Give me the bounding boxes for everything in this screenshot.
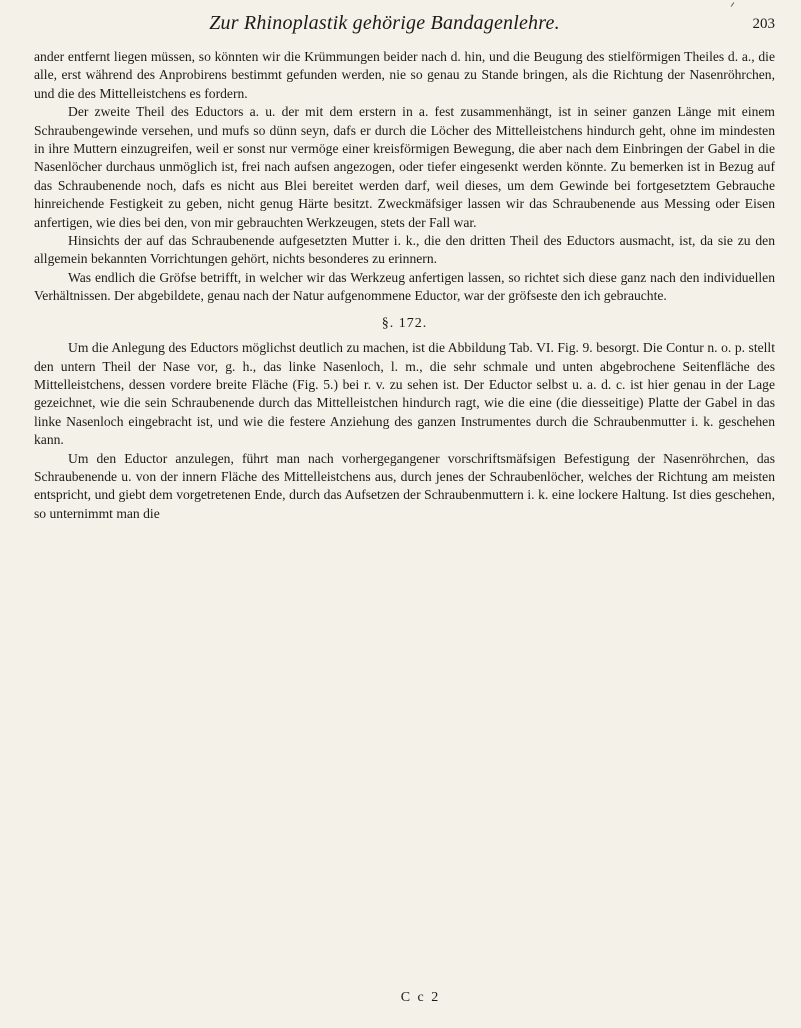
- paragraph-2: Der zweite Theil des Eductors a. u. der mit dem erstern in a. fest zusammenhängt, ist in seiner ganzen Länge mit einem Schraubengewinde versehen, und mufs so dünn seyn, dafs er durch die Löcher des Mittelleistchens hindurch geht, ohne im mindesten in ihre Muttern einzugreifen, weil er sonst nur vermöge einer kreisförmigen Bewegung, die aber nach dem Einbringen der Gabel in die Nasenlöcher durchaus unmöglich ist, frei nach aufsen angezogen, oder tiefer eingesenkt werden könnte. Zu bemerken ist in Bezug auf das Schraubenende noch, dafs es nicht aus Blei bereitet werden darf, weil dieses, um dem Gewinde bei fortgesetztem Gebrauche hinreichende Festigkeit zu geben, nicht genug Härte besitzt. Zweckmäfsiger lassen wir das Schraubenende aus Messing oder Eisen anfertigen, wie dies bei den, von mir gebrauchten Werkzeugen, stets der Fall war.: [34, 104, 775, 230]
- margin-tick-mark: [731, 2, 735, 7]
- running-head: Zur Rhinoplastik gehörige Bandagenlehre.: [209, 12, 560, 34]
- body-text: [34, 48, 775, 523]
- section-heading: §. 172.: [381, 315, 428, 331]
- page-header: [34, 8, 775, 44]
- paragraph-4: Was endlich die Gröfse betrifft, in welcher wir das Werkzeug anfertigen lassen, so richtet sich diese ganz nach den individuellen Verhältnissen. Der abgebildete, genau nach der Natur aufgenommene Eductor, war der gröfseste den ich gebrauchte.: [34, 269, 775, 304]
- paragraph-5: Um die Anlegung des Eductors möglichst deutlich zu machen, ist die Abbildung Tab. VI. Fig. 9. besorgt. Die Contur n. o. p. stellt den untern Theil der Nase vor, g. h., das linke Nasenloch, l. m., die sehr schmale und unten abgebrochene Seitenfläche des Mittelleistchens, dessen vordere breite Fläche (Fig. 5.) bei r. v. zu sehen ist. Der Eductor selbst u. a. d. c. ist hier genau in der Lage gezeichnet, wie die sein Schraubenende durch das Mittelleistchen hindurch ragt, wie die eine (die diesseitige) Platte der Gabel in das linke Nasenloch eingebracht ist, und wie die festere Anziehung des ganzen Instrumentes durch die Schraubenmutter i. k. geschehen kann.: [34, 340, 775, 448]
- paragraph-1: ander entfernt liegen müssen, so könnten wir die Krümmungen beider nach d. hin, und die Beugung des stielförmigen Theiles d. a., die alle, erst während des Anprobirens bestimmt gefunden werden, nie so genau zu Stande bringen, als die Richtung der Nasenröhrchen, und die des Mittelleistchens es fordern.: [34, 49, 775, 101]
- page-number: 203: [752, 16, 775, 32]
- paragraph-3: Hinsichts der auf das Schraubenende aufgesetzten Mutter i. k., die den dritten Theil des Eductors ausmacht, ist, da sie zu den allgemein bekannten Vorrichtungen gehört, nichts besonderes zu erinnern.: [34, 233, 775, 267]
- paragraph-6: Um den Eductor anzulegen, führt man nach vorhergegangener vorschriftsmäfsigen Befestigung der Nasenröhrchen, das Schraubenende u. von der innern Fläche des Mittelleistchens aus, durch jenes der Schraubenlöcher, welches der Richtung am meisten entspricht, und giebt dem vorgetretenen Ende, durch das Aufsetzen der Schraubenmuttern i. k. eine lockere Haltung. Ist dies geschehen, so unternimmt man die: [34, 450, 775, 521]
- signature-mark: C c 2: [400, 990, 441, 1005]
